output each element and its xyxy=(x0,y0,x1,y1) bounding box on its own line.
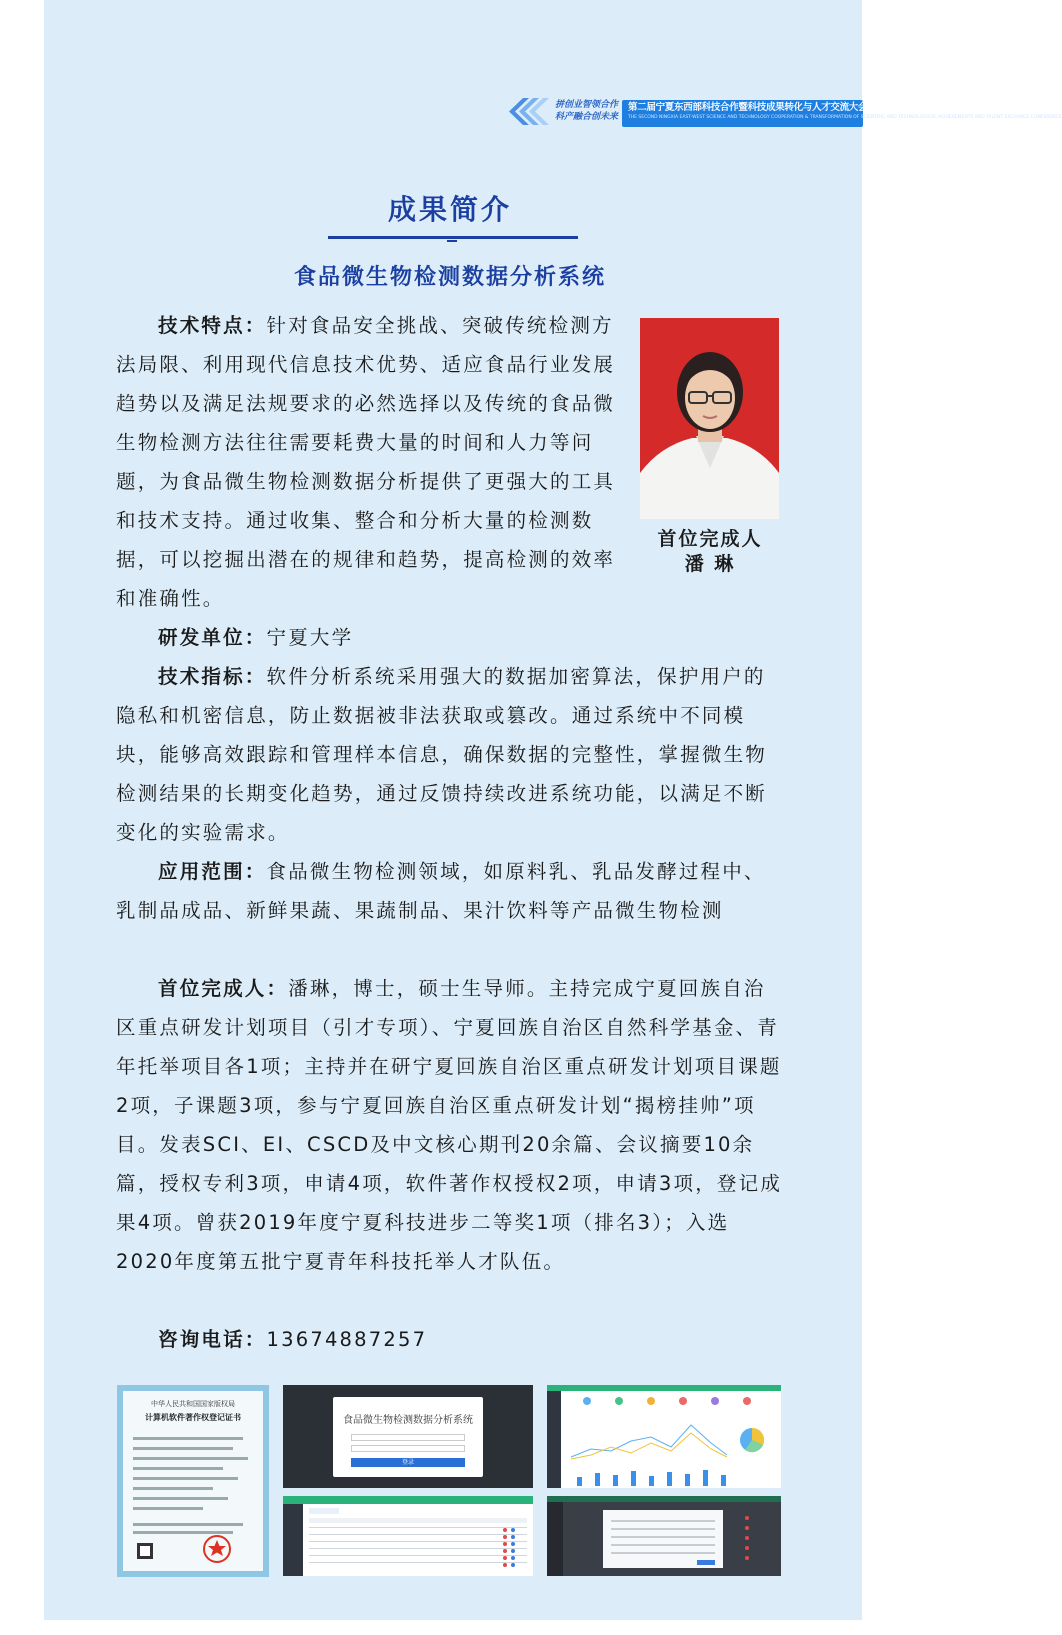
section-title: 成果简介 xyxy=(387,193,512,226)
login-username-field xyxy=(351,1434,465,1441)
login-dialog-title: 食品微生物检测数据分析系统 xyxy=(343,1415,473,1426)
features-paragraph xyxy=(116,306,618,618)
features-label: 技术特点： xyxy=(158,314,267,337)
copyright-certificate-image xyxy=(117,1385,269,1577)
indicators-label: 技术指标： xyxy=(158,665,267,688)
certificate-title: 计算机软件著作权登记证书 xyxy=(145,1413,241,1422)
unit-label: 研发单位： xyxy=(158,626,267,649)
login-dialog xyxy=(333,1397,483,1477)
login-screenshot xyxy=(283,1385,533,1488)
contact-paragraph xyxy=(116,1320,784,1359)
banner-slogan: 拼创业智领合作 科产融合创未来 xyxy=(555,100,619,122)
login-password-field xyxy=(351,1445,465,1452)
banner-subtitle: THE SECOND NINGXIA EAST-WEST SCIENCE AND TECHNOLOGY COOPERATION & TRANSFORMATION OF SCIENTIFIC AND TECHNOLOGICAL ACHIEVEMENTS AND TALENT EXCHANGE CONFERENCE xyxy=(628,115,1062,120)
certificate-body-icon xyxy=(123,1423,263,1573)
title-underline xyxy=(328,236,578,239)
dashboard-screenshot xyxy=(547,1385,781,1488)
dashboard-charts-icon xyxy=(547,1385,781,1488)
unit-paragraph xyxy=(116,618,784,657)
banner-title: 第二届宁夏东西部科技合作暨科技成果转化与人才交流大会 xyxy=(628,102,868,113)
contact-label: 咨询电话： xyxy=(158,1328,267,1351)
leader-label: 首位完成人： xyxy=(158,977,289,1000)
leader-text: 潘琳，博士，硕士生导师。主持完成宁夏回族自治区重点研发计划项目（引才专项）、宁夏回族自治区自然科学基金、青年托举项目各1项；主持并在研宁夏回族自治区重点研发计划项目课题2项，子课题3项，参与宁夏回族自治区重点研发计划“揭榜挂帅”项目。发表SCI、EI、CSCD及中文核心期刊20余篇、会议摘要10余篇，授权专利3项，申请4项，软件著作权授权2项，申请3项，登记成果4项。曾获2019年度宁夏科技进步二等奖1项（排名3）；入选2020年度第五批宁夏青年科技托举人才队伍。 xyxy=(116,977,783,1273)
portrait-caption xyxy=(620,527,800,577)
certificate-issuer: 中华人民共和国国家版权局 xyxy=(151,1400,235,1408)
portrait-caption-name: 潘 琳 xyxy=(684,553,736,575)
leader-paragraph xyxy=(116,969,784,1281)
title-underline-accent xyxy=(447,240,457,242)
unit-text: 宁夏大学 xyxy=(266,626,354,649)
indicators-text: 软件分析系统采用强大的数据加密算法，保护用户的隐私和机密信息，防止数据被非法获取或篡改。通过系统中不同模块，能够高效跟踪和管理样本信息，确保数据的完整性，掌握微生物检测结果的长期变化趋势，通过反馈持续改进系统功能，以满足不断变化的实验需求。 xyxy=(116,665,768,844)
contact-phone: 13674887257 xyxy=(266,1328,428,1351)
person-portrait-icon xyxy=(640,318,779,519)
scope-paragraph xyxy=(116,852,784,930)
project-title: 食品微生物检测数据分析系统 xyxy=(293,265,606,290)
scope-text: 食品微生物检测领域，如原料乳、乳品发酵过程中、乳制品成品、新鲜果蔬、果蔬制品、果汁饮料等产品微生物检测 xyxy=(116,860,766,922)
data-table-screenshot xyxy=(283,1496,533,1576)
modal-screenshot xyxy=(547,1496,781,1576)
portrait-caption-role: 首位完成人 xyxy=(657,528,763,550)
portrait-photo xyxy=(640,318,779,519)
indicators-paragraph xyxy=(116,657,784,852)
modal-dialog-icon xyxy=(547,1496,781,1576)
conference-banner xyxy=(505,96,1062,127)
features-text: 针对食品安全挑战、突破传统检测方法局限、利用现代信息技术优势、适应食品行业发展趋势以及满足法规要求的必然选择以及传统的食品微生物检测方法往往需要耗费大量的时间和人力等问题，为食品微生物检测数据分析提供了更强大的工具和技术支持。通过收集、整合和分析大量的检测数据，可以挖掘出潜在的规律和趋势，提高检测的效率和准确性。 xyxy=(116,314,616,610)
data-table-icon xyxy=(283,1496,533,1576)
login-button: 登录 xyxy=(351,1458,465,1467)
banner-title-bar xyxy=(622,100,1062,127)
scope-label: 应用范围： xyxy=(158,860,267,883)
